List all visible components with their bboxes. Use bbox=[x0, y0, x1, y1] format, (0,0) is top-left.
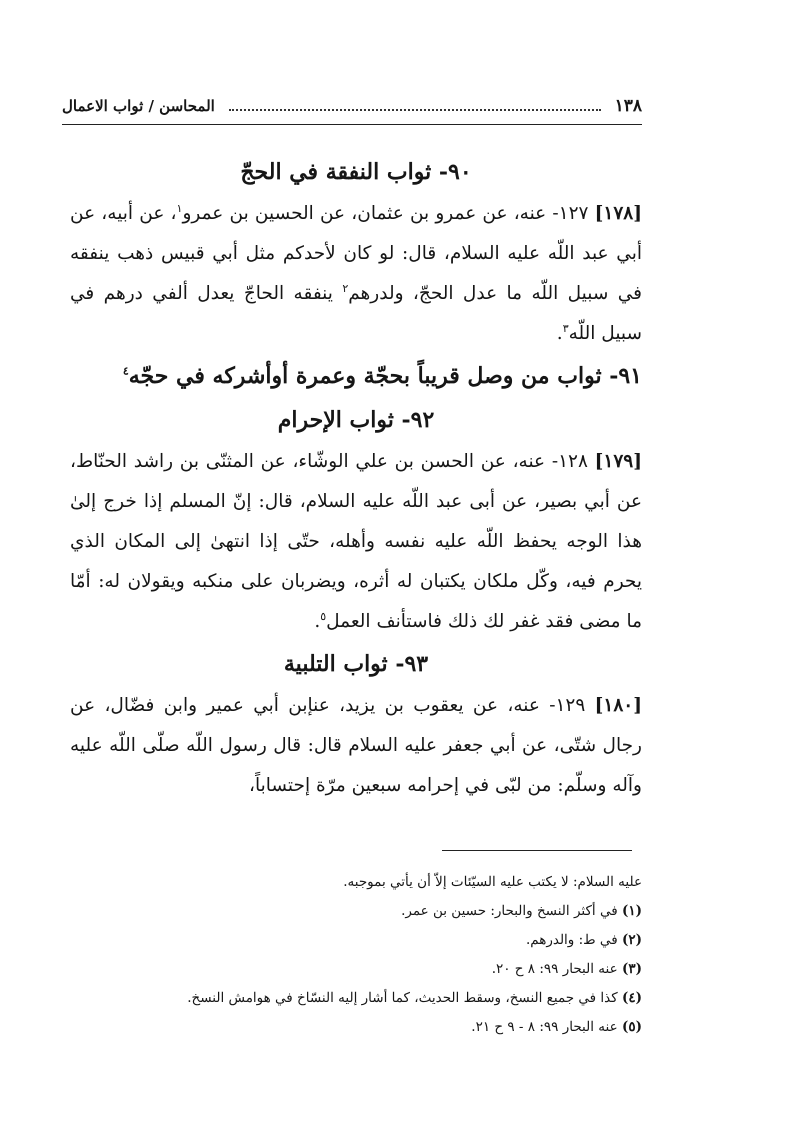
footnote-carryover: عليه السلام: لا يكتب عليه السيّئات إلاّ أن يأتي بموجبه. bbox=[343, 874, 642, 890]
section-heading-91 bbox=[70, 354, 642, 398]
hadith-text: ، عن أبيه، عن أبي عبد اللّه عليه السلام، قال: لو كان لأحدكم مثل أبي قبيس ذهب ينفقه في سبيل اللّه ما عدل الحجّ، ولدرهم bbox=[70, 203, 642, 304]
footnote-ref: ١ bbox=[176, 201, 183, 215]
leader-dots bbox=[229, 97, 601, 111]
hadith-number: [١٧٩] bbox=[594, 451, 642, 472]
section-title: ٩١- ثواب من وصل قريباً بحجّة وعمرة أوأشركه في حجّه bbox=[128, 363, 642, 389]
footnote-text: كذا في جميع النسخ، وسقط الحديث، كما أشار إليه النسّاخ في هوامش النسخ. bbox=[187, 990, 618, 1006]
footnote-5 bbox=[70, 1013, 642, 1042]
section-heading-90: ٩٠- ثواب النفقة في الحجّ bbox=[240, 159, 472, 185]
footnote-ref: ٣ bbox=[562, 321, 569, 335]
footnotes bbox=[70, 868, 642, 1042]
hadith-text: ١٢٩- عنه، عن يعقوب بن يزيد، عنإبن أبي عمير وابن فضّال، عن رجال شتّى، عن أبي جعفر عليه السلام قال: قال رسول اللّه صلّى اللّه عليه وآله وسلّم: من لبّى في إحرامه سبعين مرّة إحتساباً، bbox=[70, 695, 642, 796]
section-heading-93: ٩٣- ثواب التلبية bbox=[283, 651, 429, 677]
footnote-number: (٢) bbox=[621, 932, 642, 948]
footnote-text: في أكثر النسخ والبحار: حسين بن عمر. bbox=[401, 903, 618, 919]
hadith-text: ١٢٧- عنه، عن عمرو بن عثمان، عن الحسين بن عمرو bbox=[182, 203, 589, 224]
hadith-178 bbox=[70, 194, 642, 354]
footnote-rule bbox=[442, 850, 632, 851]
hadith-number: [١٨٠] bbox=[594, 695, 642, 716]
footnote-1 bbox=[70, 897, 642, 926]
hadith-text: ينفقه الحاجّ يعدل ألفي درهم في سبيل اللّه bbox=[70, 283, 642, 344]
footnote-number: (١) bbox=[621, 903, 642, 919]
hadith-text: . bbox=[314, 611, 321, 632]
hadith-180 bbox=[70, 686, 642, 806]
main-text bbox=[70, 150, 642, 806]
footnote-text: عنه البحار ٩٩: ٨ - ٩ ح ٢١. bbox=[471, 1019, 618, 1035]
running-title: المحاسن / ثواب الاعمال bbox=[62, 97, 215, 115]
footnote-ref: ٥ bbox=[320, 609, 327, 623]
footnote-number: (٣) bbox=[621, 961, 642, 977]
footnote-ref: ٤ bbox=[122, 364, 129, 378]
footnote-text: عنه البحار ٩٩: ٨ ح ٢٠. bbox=[491, 961, 618, 977]
footnote-ref: ٢ bbox=[342, 281, 349, 295]
footnote-number: (٥) bbox=[621, 1019, 642, 1035]
footnote-text: في ط: والدرهم. bbox=[525, 932, 618, 948]
footnote-2 bbox=[70, 926, 642, 955]
section-heading-92: ٩٢- ثواب الإحرام bbox=[277, 407, 435, 433]
footnote-number: (٤) bbox=[621, 990, 642, 1006]
running-header bbox=[62, 96, 642, 122]
footnote-3 bbox=[70, 955, 642, 984]
header-rule bbox=[62, 124, 642, 125]
hadith-number: [١٧٨] bbox=[594, 203, 642, 224]
footnote-4 bbox=[70, 984, 642, 1013]
hadith-179 bbox=[70, 442, 642, 642]
hadith-text: ١٢٨- عنه، عن الحسن بن علي الوشّاء، عن المثنّى بن راشد الحنّاط، عن أبي بصير، عن أبى عبد اللّه عليه السلام، قال: إنّ المسلم إذا خرج إلىٰ هذا الوجه يحفظ اللّه عليه نفسه وأهله، حتّى إذا انتهىٰ إلى المكان الذي يحرم فيه، وكّل ملكان يكتبان له أثره، ويضربان على منكبه ويقولان له: أمّا ما مضى فقد غفر لك ذلك فاستأنف العمل bbox=[70, 451, 642, 632]
page-number: ١٣٨ bbox=[614, 96, 642, 116]
hadith-text: . bbox=[556, 323, 563, 344]
